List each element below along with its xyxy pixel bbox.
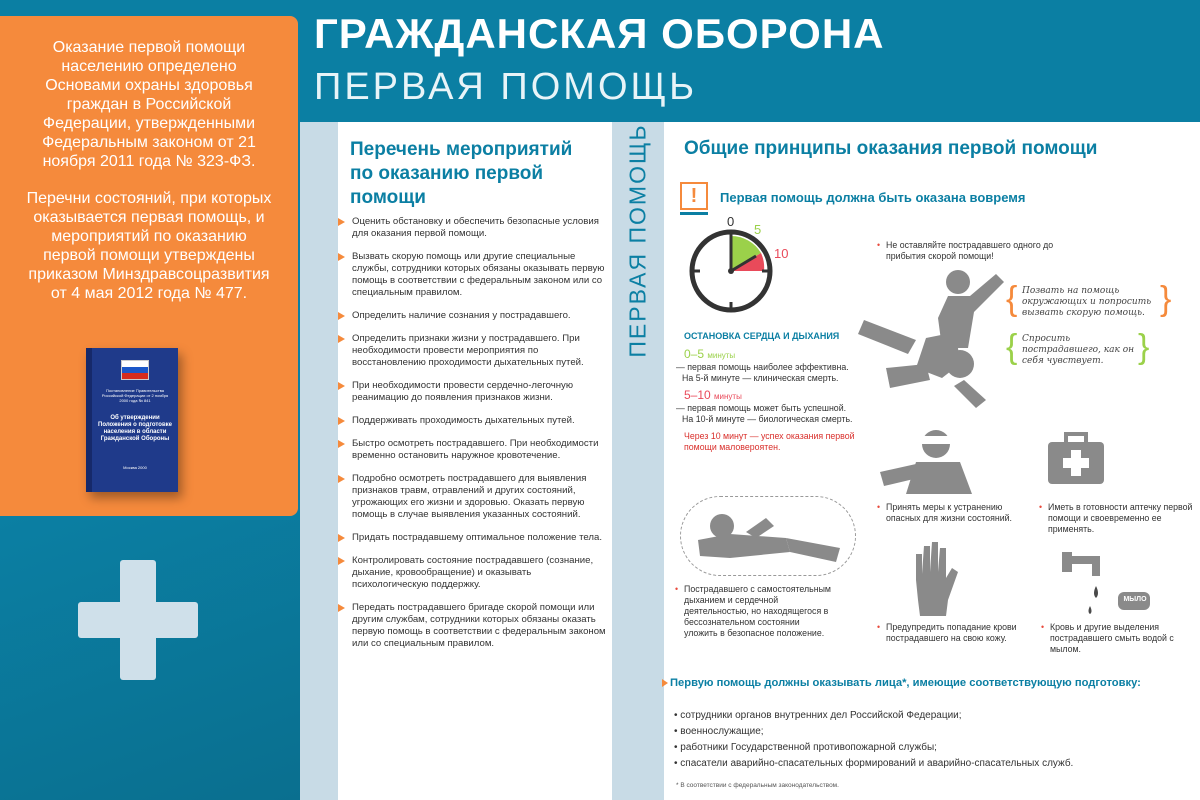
clock-label-5: 5 (754, 222, 762, 237)
faucet-icon (1060, 546, 1150, 616)
range-5-10-desc-line: На 10-й минуте — биологическая смерть. (682, 414, 853, 424)
book-title: Об утверждении Положения о подготовке населения в области Гражданской Обороны (98, 415, 172, 442)
qualified-list (674, 708, 1073, 772)
page-subtitle: ПЕРВАЯ ПОМОЩЬ (314, 66, 698, 108)
range-0-5-desc-line: — первая помощь наиболее эффективна. (676, 362, 849, 372)
list-item: Передать пострадавшего бригаде скорой помощи или другим службам, сотрудники которых обязаны оказать первую помощь в соответствии с федеральным законом или со специальным правилом. (338, 602, 610, 650)
range-5-10-value: 5–10 (684, 388, 711, 402)
divider (680, 212, 708, 215)
range-5-10-desc-line: — первая помощь может быть успешной. (676, 403, 847, 413)
list-item: Подробно осмотреть пострадавшего для выявления признаков травм, отравлений и других состояний, угрожающих его жизни и здоровью. Оказать первую помощь в случае выявления указанных состояний. (338, 473, 610, 521)
list-item: • сотрудники органов внутренних дел Российской Федерации; (674, 708, 1073, 724)
timely-heading: Первая помощь должна быть оказана вовремя (720, 190, 1026, 205)
medical-cross-icon (78, 560, 198, 680)
qualified-title: Первую помощь должны оказывать лица*, имеющие соответствующую подготовку: (670, 677, 1141, 689)
note-ambulance: • Не оставляйте пострадавшего одного до прибытия скорой помощи! (886, 240, 1076, 262)
russian-flag-icon (121, 360, 149, 380)
brace-icon: { (1006, 280, 1018, 318)
glove-icon (906, 540, 962, 616)
clock-label-0: 0 (727, 214, 735, 229)
page-title: ГРАЖДАНСКАЯ ОБОРОНА (314, 10, 885, 57)
list-item: При необходимости провести сердечно-легочную реанимацию до появления признаков жизни. (338, 380, 610, 404)
principles-title: Общие принципы оказания первой помощи (684, 138, 1098, 159)
measures-title: Перечень мероприятий по оказанию первой помощи (350, 139, 573, 208)
range-0-5-value: 0–5 (684, 347, 705, 361)
book-small-text: Постановление Правительства Российской Федерации от 2 ноября 2000 года № 841 (101, 388, 169, 403)
list-item: Оценить обстановку и обеспечить безопасные условия для оказания первой помощи. (338, 216, 610, 240)
brace-icon: } (1138, 328, 1150, 366)
recovery-position-icon (690, 508, 850, 568)
speech-call-help: Позвать на помощь окружающих и попросить вызвать скорую помощь. (1022, 286, 1152, 318)
list-item: • спасатели аварийно-спасательных формирований и аварийно-спасательных служб. (674, 756, 1073, 772)
exclamation-icon: ! (680, 182, 708, 210)
vertical-label (612, 120, 664, 360)
list-item: Быстро осмотреть пострадавшего. При необходимости временно остановить наружное кровотечение. (338, 438, 610, 462)
note-blood: • Предупредить попадание крови пострадавшего на свою кожу. (886, 622, 1036, 644)
soap-label: МЫЛО (1123, 596, 1147, 603)
range-0-5-desc (676, 362, 849, 384)
book-footer: Москва 2000 (123, 465, 147, 470)
list-item: Контролировать состояние пострадавшего (сознание, дыхание, кровообращение) и оказывать психологическую поддержку. (338, 555, 610, 591)
note-recovery: • Пострадавшего с самостоятельным дыханием и сердечной деятельностью, но находящегося в бессознательном состоянии уложить в безопасное положение. (684, 584, 834, 639)
range-5-10-desc (676, 403, 853, 425)
range-0-5 (684, 347, 735, 361)
arrow-icon (662, 679, 668, 687)
clock-label-10: 10 (774, 246, 789, 261)
legal-paragraph-1: Оказание первой помощи населению определено Основами охраны здоровья граждан в Российской Федерации, утвержденными Федеральным законом от 21 ноября 2011 года № 323-ФЗ. (42, 39, 256, 170)
vertical-label-text: ПЕРВАЯ ПОМОЩЬ (624, 122, 651, 358)
first-aid-kit-icon (1046, 432, 1106, 486)
list-item: Поддерживать проходимость дыхательных путей. (338, 415, 610, 427)
note-kit: • Иметь в готовности аптечку первой помощи и своевременно ее применять. (1048, 502, 1198, 535)
brace-icon: } (1160, 280, 1172, 318)
list-item: Придать пострадавшему оптимальное положение тела. (338, 532, 610, 544)
head-injury-icon (876, 428, 976, 494)
measures-list (338, 216, 610, 661)
clock-icon (688, 228, 774, 314)
list-item: Определить наличие сознания у пострадавшего. (338, 310, 610, 322)
footnote: * В соответствии с федеральным законодательством. (676, 782, 839, 789)
civil-defense-book (86, 348, 178, 492)
list-item: • военнослужащие; (674, 724, 1073, 740)
list-item: Вызвать скорую помощь или другие специальные службы, сотрудники которых обязаны оказывать первую помощь в соответствии с федеральным законом или со специальным правилом. (338, 251, 610, 299)
range-0-5-desc-line: На 5-й минуте — клиническая смерть. (682, 373, 839, 383)
side-strip (300, 122, 338, 800)
range-5-10 (684, 388, 742, 402)
warning-text: Через 10 минут — успех оказания первой помощи маловероятен. (684, 431, 855, 452)
range-0-5-unit: минуты (707, 351, 736, 360)
note-danger: • Принять меры к устранению опасных для жизни состояний. (886, 502, 1016, 524)
rescuer-icon (856, 268, 1016, 408)
cardiac-arrest-title: ОСТАНОВКА СЕРДЦА И ДЫХАНИЯ (684, 331, 840, 341)
brace-icon: { (1006, 328, 1018, 366)
note-wash: • Кровь и другие выделения пострадавшего смыть водой с мылом. (1050, 622, 1200, 655)
speech-ask-victim: Спросить пострадавшего, как он себя чувствует. (1022, 334, 1135, 366)
legal-paragraph-2: Перечни состояний, при которых оказывается первая помощь, и мероприятий по оказанию первой помощи утверждены приказом Минздравсоцразвития от 4 мая 2012 года № 477. (26, 190, 272, 302)
list-item: Определить признаки жизни у пострадавшего. При необходимости провести мероприятия по восстановлению проходимости дыхательных путей. (338, 333, 610, 369)
list-item: • работники Государственной противопожарной службы; (674, 740, 1073, 756)
range-5-10-unit: минуты (714, 392, 742, 401)
